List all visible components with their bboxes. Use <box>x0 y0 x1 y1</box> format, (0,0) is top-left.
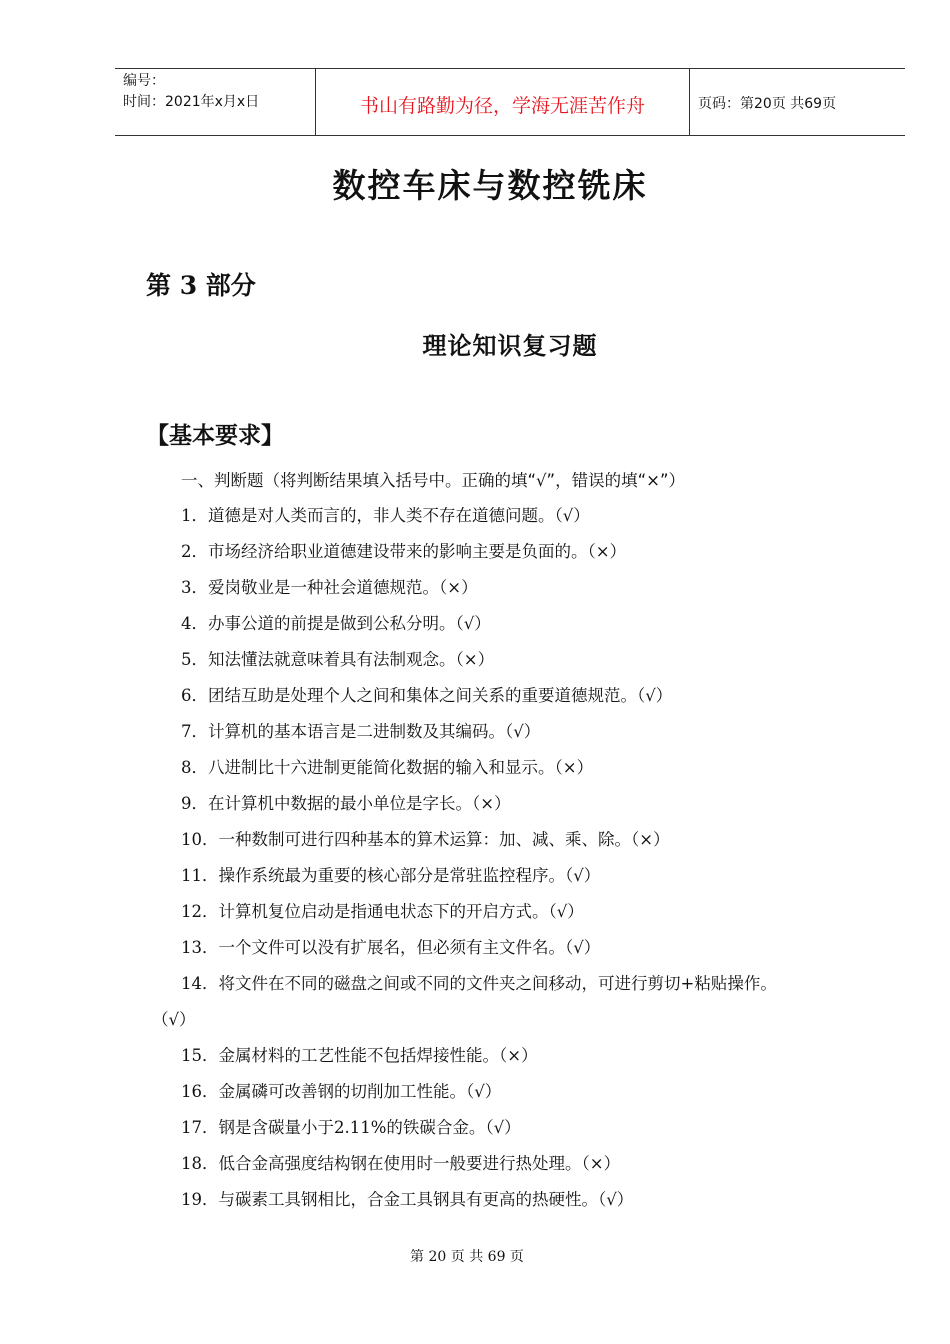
question-item <box>0 570 950 606</box>
question-item <box>0 714 950 750</box>
question-item <box>0 1146 950 1182</box>
footer-page-number: 第 20 页 共 69 页 <box>410 1249 524 1265</box>
question-item <box>0 858 950 894</box>
question-text: 16．金属磷可改善钢的切削加工性能。（√） <box>181 1082 502 1101</box>
question-text: 17．钢是含碳量小于2.11%的铁碳合金。（√） <box>181 1118 521 1137</box>
header-page-cell <box>690 69 905 135</box>
question-item <box>0 786 950 822</box>
header-meta-cell <box>115 69 316 135</box>
question-item <box>0 678 950 714</box>
question-text: 18．低合金高强度结构钢在使用时一般要进行热处理。（×） <box>181 1154 621 1173</box>
header-motto-cell <box>316 69 690 135</box>
question-item <box>0 1182 950 1218</box>
question-item <box>0 606 950 642</box>
question-text: 11．操作系统最为重要的核心部分是常驻监控程序。（√） <box>181 866 601 885</box>
question-text: 1．道德是对人类而言的，非人类不存在道德问题。（√） <box>181 506 590 525</box>
question-text: 3．爱岗敬业是一种社会道德规范。（×） <box>181 578 478 597</box>
question-text: 13．一个文件可以没有扩展名，但必须有主文件名。（√） <box>181 938 601 957</box>
question-item <box>0 1038 950 1074</box>
question-text: 2．市场经济给职业道德建设带来的影响主要是负面的。（×） <box>181 542 627 561</box>
question-item <box>0 1074 950 1110</box>
page-footer <box>0 1246 950 1266</box>
question-type-heading: 一、判断题（将判断结果填入括号中。正确的填“√”，错误的填“×”） <box>181 471 686 490</box>
question-item <box>0 1110 950 1146</box>
requirements-heading: 【基本要求】 <box>146 422 284 449</box>
question-item <box>0 498 950 534</box>
question-text: 5．知法懂法就意味着具有法制观念。（×） <box>181 650 495 669</box>
question-item <box>0 534 950 570</box>
question-text: 9．在计算机中数据的最小单位是字长。（×） <box>181 794 511 813</box>
question-list <box>0 498 950 1218</box>
question-item <box>0 750 950 786</box>
question-continuation: （√） <box>152 1010 196 1029</box>
question-text: 8．八进制比十六进制更能简化数据的输入和显示。（×） <box>181 758 594 777</box>
time-label: 时间：2021年x月x日 <box>123 94 260 110</box>
question-item <box>0 822 950 858</box>
question-text: 4．办事公道的前提是做到公私分明。（√） <box>181 614 491 633</box>
question-item <box>0 642 950 678</box>
number-label: 编号： <box>123 73 165 89</box>
question-item <box>0 930 950 966</box>
part-title: 第 3 部分 <box>146 271 256 300</box>
section-title: 理论知识复习题 <box>422 331 598 360</box>
motto: 书山有路勤为径，学海无涯苦作舟 <box>359 95 645 117</box>
question-text: 6．团结互助是处理个人之间和集体之间关系的重要道德规范。（√） <box>181 686 673 705</box>
question-text: 12．计算机复位启动是指通电状态下的开启方式。（√） <box>181 902 584 921</box>
question-item <box>0 966 950 1038</box>
question-text: 19．与碳素工具钢相比，合金工具钢具有更高的热硬性。（√） <box>181 1190 634 1209</box>
page-code: 页码：第20页 共69页 <box>698 96 837 112</box>
question-text: 14．将文件在不同的磁盘之间或不同的文件夹之间移动，可进行剪切+粘贴操作。 <box>181 974 777 993</box>
question-text: 7．计算机的基本语言是二进制数及其编码。（√） <box>181 722 541 741</box>
page-header <box>115 68 905 136</box>
question-text: 15．金属材料的工艺性能不包括焊接性能。（×） <box>181 1046 538 1065</box>
document-title: 数控车床与数控铣床 <box>332 166 648 205</box>
question-text: 10．一种数制可进行四种基本的算术运算：加、减、乘、除。（×） <box>181 830 670 849</box>
question-item <box>0 894 950 930</box>
